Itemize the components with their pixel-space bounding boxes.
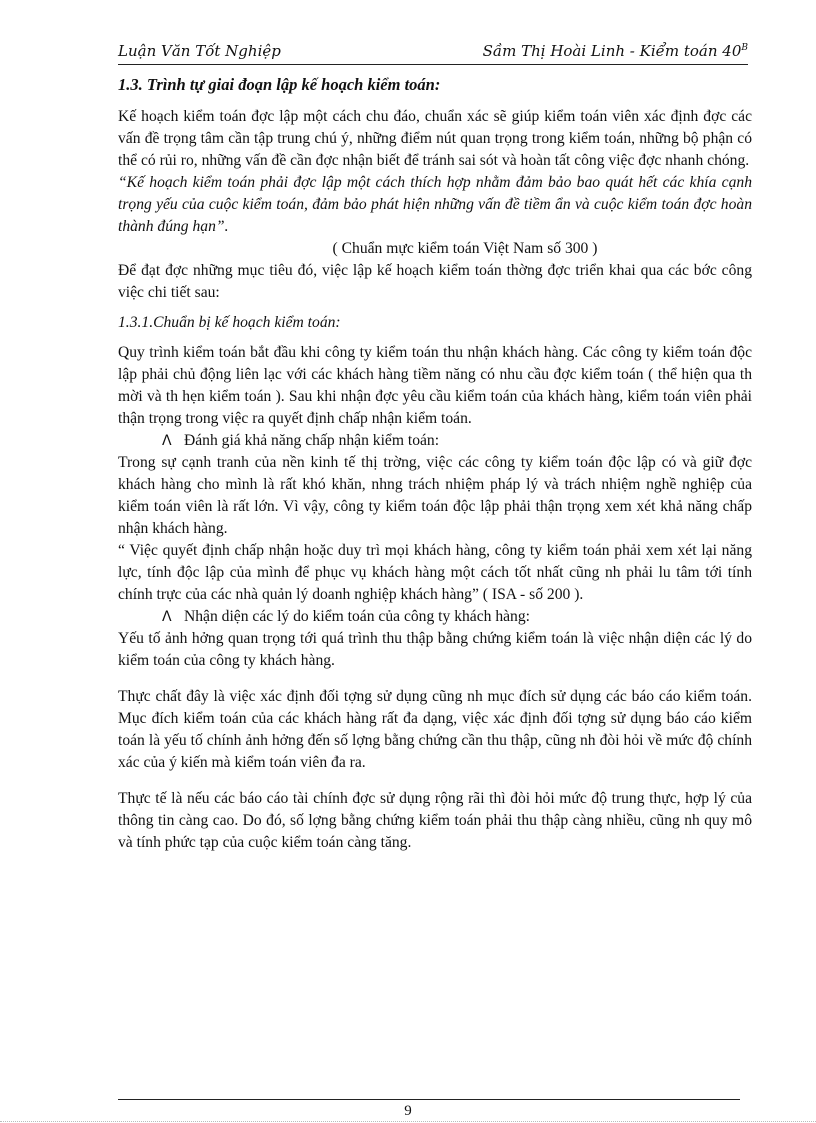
paragraph-3: “ Việc quyết định chấp nhận hoặc duy trì mọi khách hàng, công ty kiểm toán phải xem xét lại năng lực, tính độc lập của mình để phục vụ khách hàng một cách tốt nhất cũng nh phải lu tâm tới tính chính trực của các nhà quản lý doanh nghiệp khách hàng” ( ISA - số 200 ). [118, 542, 752, 603]
bullet-item-2-text: Nhận diện các lý do kiểm toán của công ty khách hàng: [184, 608, 530, 625]
section-heading: 1.3. Trình tự giai đoạn lập kế hoạch kiểm toán: [118, 75, 441, 94]
header-right-sup: B [741, 43, 748, 53]
page-header [118, 40, 748, 65]
header-left: Luận Văn Tốt Nghiệp [118, 42, 281, 60]
lambda-bullet-icon: Λ [162, 609, 172, 625]
bullet-item-2 [118, 606, 752, 628]
header-right-text: Sầm Thị Hoài Linh - Kiểm toán 40 [482, 42, 742, 60]
after-quote-paragraph: Để đạt đợc những mục tiêu đó, việc lập kế hoạch kiểm toán thờng đợc triển khai qua các bớc công việc chi tiết sau: [118, 262, 752, 301]
page-bottom-border [0, 1121, 816, 1122]
page-content [118, 74, 752, 854]
paragraph-5: Thực chất đây là việc xác định đối tợng sử dụng cũng nh mục đích sử dụng các báo cáo kiểm toán. Mục đích kiểm toán của các khách hàng rất đa dạng, việc xác định đối tợng sử dụng báo cáo kiểm toán là yếu tố chính ảnh hởng đến số lợng bằng chứng cần thu thập, cũng nh đòi hỏi về mức độ chính xác của ý kiến mà kiểm toán viên đa ra. [118, 688, 752, 771]
page-number: 9 [404, 1103, 412, 1119]
quote-paragraph: “Kế hoạch kiểm toán phải đợc lập một cách thích hợp nhằm đảm bảo bao quát hết các khía cạnh trọng yếu của cuộc kiểm toán, đảm bảo phát hiện những vấn đề tiềm ẩn và cuộc kiểm toán đợc hoàn thành đúng hạn”. [118, 174, 752, 235]
paragraph-4: Yếu tố ảnh hởng quan trọng tới quá trình thu thập bằng chứng kiểm toán là việc nhận diện các lý do kiểm toán của công ty khách hàng. [118, 630, 752, 669]
subsection-heading: 1.3.1.Chuẩn bị kế hoạch kiểm toán: [118, 314, 341, 331]
quote-source: ( Chuẩn mực kiểm toán Việt Nam số 300 ) [332, 240, 598, 257]
paragraph-2: Trong sự cạnh tranh của nền kinh tế thị trờng, việc các công ty kiểm toán độc lập có và giữ đợc khách hàng cho mình là rất khó khăn, nhng trách nhiệm pháp lý và trách nhiệm nghề nghiệp của kiểm toán viên là rất lớn. Vì vậy, công ty kiểm toán độc lập phải thận trọng xem xét khả năng chấp nhận khách hàng. [118, 454, 752, 537]
bullet-item-1-text: Đánh giá khả năng chấp nhận kiểm toán: [184, 432, 440, 449]
bullet-item-1 [118, 430, 752, 452]
header-right [483, 42, 748, 60]
lambda-bullet-icon: Λ [162, 433, 172, 449]
footer-divider [118, 1099, 740, 1100]
paragraph-6: Thực tế là nếu các báo cáo tài chính đợc sử dụng rộng rãi thì đòi hỏi mức độ trung thực, hợp lý của thông tin càng cao. Do đó, số lợng bằng chứng kiểm toán phải thu thập càng nhiều, cũng nh quy mô và tính phức tạp của cuộc kiểm toán càng tăng. [118, 790, 752, 851]
intro-paragraph: Kế hoạch kiểm toán đợc lập một cách chu đáo, chuẩn xác sẽ giúp kiểm toán viên xác định đợc các vấn đề trọng tâm cần tập trung chú ý, những điểm nút quan trọng trong kiểm toán, những bộ phận có thể có rủi ro, những vấn đề cần đợc nhận biết để tránh sai sót và hoàn tất công việc đợc nhanh chóng. [118, 108, 752, 169]
paragraph-1: Quy trình kiểm toán bắt đầu khi công ty kiểm toán thu nhận khách hàng. Các công ty kiểm toán độc lập phải chủ động liên lạc với các khách hàng tiềm năng có nhu cầu đợc kiểm toán ( thể hiện qua th mời và th hẹn kiểm toán ). Sau khi nhận đợc yêu cầu kiểm toán của khách hàng, kiểm toán viên phải thận trọng trong việc ra quyết định chấp nhận kiểm toán. [118, 344, 752, 427]
